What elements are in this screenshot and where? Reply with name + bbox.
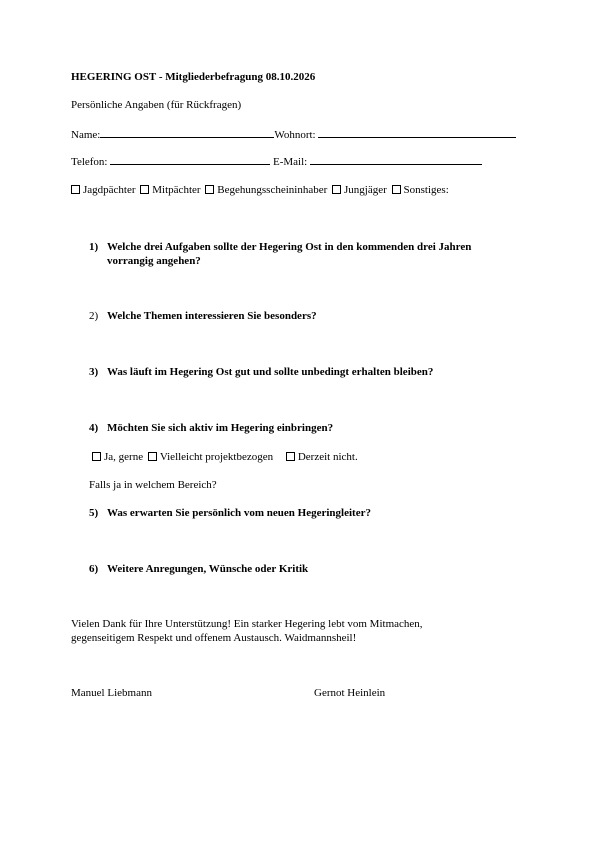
question-1 <box>89 241 471 254</box>
checkbox-mitpaechter[interactable] <box>140 185 149 194</box>
role-checkbox-row <box>71 184 449 197</box>
telefon-label: Telefon: <box>71 156 108 168</box>
checkbox-ja-gerne[interactable] <box>92 452 101 461</box>
role-label-jagdpaechter: Jagdpächter <box>83 184 136 196</box>
wohnort-field[interactable] <box>318 127 516 138</box>
role-label-mitpaechter: Mitpächter <box>152 184 201 196</box>
signature-name-1: Manuel Liebmann <box>71 687 152 699</box>
checkbox-sonstiges[interactable] <box>392 185 401 194</box>
question-5-number: 5) <box>89 507 99 519</box>
email-field[interactable] <box>310 154 482 165</box>
question-3-text: Was läuft im Hegering Ost gut und sollte unbedingt erhalten bleiben? <box>107 366 434 378</box>
document-title: HEGERING OST - Mitgliederbefragung 08.10.2026 <box>71 71 316 83</box>
question-5 <box>89 507 371 520</box>
question-3-number: 3) <box>89 366 99 378</box>
question-6 <box>89 563 308 576</box>
email-label: E-Mail: <box>273 156 308 168</box>
question-1-text-line2: vorrangig angehen? <box>107 255 201 267</box>
checkbox-jungjaeger[interactable] <box>332 185 341 194</box>
engagement-options-row <box>92 451 358 464</box>
thanks-line-2: gegenseitigem Respekt und offenem Austausch. Waidmannsheil! <box>71 632 357 644</box>
checkbox-jagdpaechter[interactable] <box>71 185 80 194</box>
role-label-jungjaeger: Jungjäger <box>344 184 387 196</box>
question-4 <box>89 422 333 435</box>
question-6-text: Weitere Anregungen, Wünsche oder Kritik <box>107 563 309 575</box>
question-2-number: 2) <box>89 310 99 322</box>
option-label-derzeit-nicht: Derzeit nicht. <box>297 451 358 463</box>
question-6-number: 6) <box>89 563 99 575</box>
wohnort-label: Wohnort: <box>274 129 316 141</box>
telefon-email-row <box>71 154 482 169</box>
followup-text: Falls ja in welchem Bereich? <box>89 479 217 491</box>
checkbox-derzeit-nicht[interactable] <box>286 452 295 461</box>
telefon-field[interactable] <box>110 154 270 165</box>
checkbox-vielleicht[interactable] <box>148 452 157 461</box>
question-5-text: Was erwarten Sie persönlich vom neuen Hegeringleiter? <box>107 507 371 519</box>
question-4-text: Möchten Sie sich aktiv im Hegering einbringen? <box>107 422 334 434</box>
signature-name-2: Gernot Heinlein <box>314 687 386 699</box>
thanks-line-1: Vielen Dank für Ihre Unterstützung! Ein starker Hegering lebt vom Mitmachen, <box>71 618 423 630</box>
personal-info-heading: Persönliche Angaben (für Rückfragen) <box>71 99 242 111</box>
question-1-number: 1) <box>89 241 99 253</box>
checkbox-begehungsscheininhaber[interactable] <box>205 185 214 194</box>
question-4-number: 4) <box>89 422 99 434</box>
option-label-ja-gerne: Ja, gerne <box>104 451 144 463</box>
option-label-vielleicht: Vielleicht projektbezogen <box>159 451 274 463</box>
question-1-text-line1: Welche drei Aufgaben sollte der Hegering Ost in den kommenden drei Jahren <box>107 241 472 253</box>
name-wohnort-row <box>71 127 516 142</box>
question-2 <box>89 310 317 323</box>
name-field[interactable] <box>100 127 274 138</box>
role-label-begehungsscheininhaber: Begehungsscheininhaber <box>217 184 328 196</box>
role-label-sonstiges: Sonstiges: <box>403 184 449 196</box>
question-2-text: Welche Themen interessieren Sie besonders? <box>107 310 317 322</box>
question-3 <box>89 366 433 379</box>
name-label: Name: <box>71 129 101 141</box>
